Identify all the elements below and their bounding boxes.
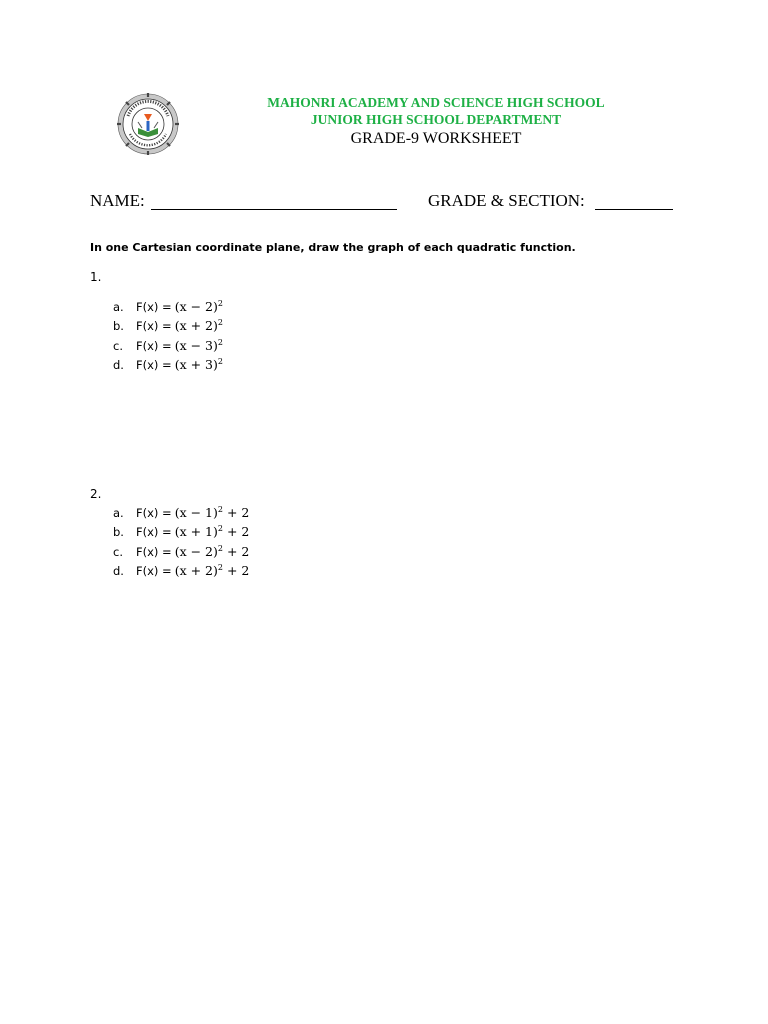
grade-section-blank xyxy=(595,209,673,210)
list-item xyxy=(113,563,249,581)
list-item xyxy=(113,505,249,523)
item-letter: a. xyxy=(113,506,124,521)
function-label: F(x) = xyxy=(136,545,172,560)
school-seal-logo xyxy=(111,93,185,155)
list-item xyxy=(113,357,223,375)
function-label: F(x) = xyxy=(136,525,172,540)
exponent: 2 xyxy=(217,524,223,533)
expression-base: (x − 1) xyxy=(174,505,218,521)
expression-tail: + 2 xyxy=(222,505,250,521)
function-label: F(x) = xyxy=(136,506,172,521)
grade-section-label: GRADE & SECTION: xyxy=(428,191,585,210)
item-letter: d. xyxy=(113,358,124,373)
item-letter: a. xyxy=(113,300,124,315)
function-expression xyxy=(175,357,223,372)
expression-base: (x + 2) xyxy=(174,318,218,334)
expression-base: (x − 2) xyxy=(174,299,218,315)
expression-tail: + 2 xyxy=(222,524,250,540)
function-expression xyxy=(175,524,250,539)
function-expression xyxy=(175,318,223,333)
function-expression xyxy=(175,338,223,353)
expression-base: (x + 1) xyxy=(174,524,218,540)
exponent: 2 xyxy=(217,318,223,327)
expression-tail: + 2 xyxy=(222,544,250,560)
item-letter: c. xyxy=(113,339,123,354)
department-name: JUNIOR HIGH SCHOOL DEPARTMENT xyxy=(310,112,562,127)
school-name: MAHONRI ACADEMY AND SCIENCE HIGH SCHOOL xyxy=(267,95,605,110)
exponent: 2 xyxy=(217,544,223,553)
function-expression xyxy=(175,299,223,314)
expression-base: (x − 3) xyxy=(174,338,218,354)
item-letter: c. xyxy=(113,545,123,560)
list-item xyxy=(113,318,223,336)
expression-base: (x − 2) xyxy=(174,544,218,560)
function-expression xyxy=(175,505,250,520)
question-number: 2. xyxy=(90,487,102,501)
function-expression xyxy=(175,544,250,559)
expression-tail: + 2 xyxy=(222,563,250,579)
item-letter: b. xyxy=(113,525,124,540)
list-item xyxy=(113,544,249,562)
list-item xyxy=(113,299,223,317)
expression-base: (x + 2) xyxy=(174,563,218,579)
exponent: 2 xyxy=(217,357,223,366)
item-letter: d. xyxy=(113,564,124,579)
name-label: NAME: xyxy=(90,191,145,210)
item-letter: b. xyxy=(113,319,124,334)
exponent: 2 xyxy=(217,299,223,308)
function-label: F(x) = xyxy=(136,564,172,579)
function-expression xyxy=(175,563,250,578)
student-info-row xyxy=(90,191,690,213)
function-label: F(x) = xyxy=(136,319,172,334)
worksheet-title: GRADE-9 WORKSHEET xyxy=(350,130,522,147)
function-label: F(x) = xyxy=(136,339,172,354)
name-blank xyxy=(151,209,397,210)
expression-base: (x + 3) xyxy=(174,357,218,373)
exponent: 2 xyxy=(217,563,223,572)
function-label: F(x) = xyxy=(136,300,172,315)
question-number: 1. xyxy=(90,270,102,284)
instruction-text: In one Cartesian coordinate plane, draw the graph of each quadratic function. xyxy=(90,241,576,254)
list-item xyxy=(113,338,223,356)
list-item xyxy=(113,524,249,542)
exponent: 2 xyxy=(217,505,223,514)
function-label: F(x) = xyxy=(136,358,172,373)
exponent: 2 xyxy=(217,338,223,347)
